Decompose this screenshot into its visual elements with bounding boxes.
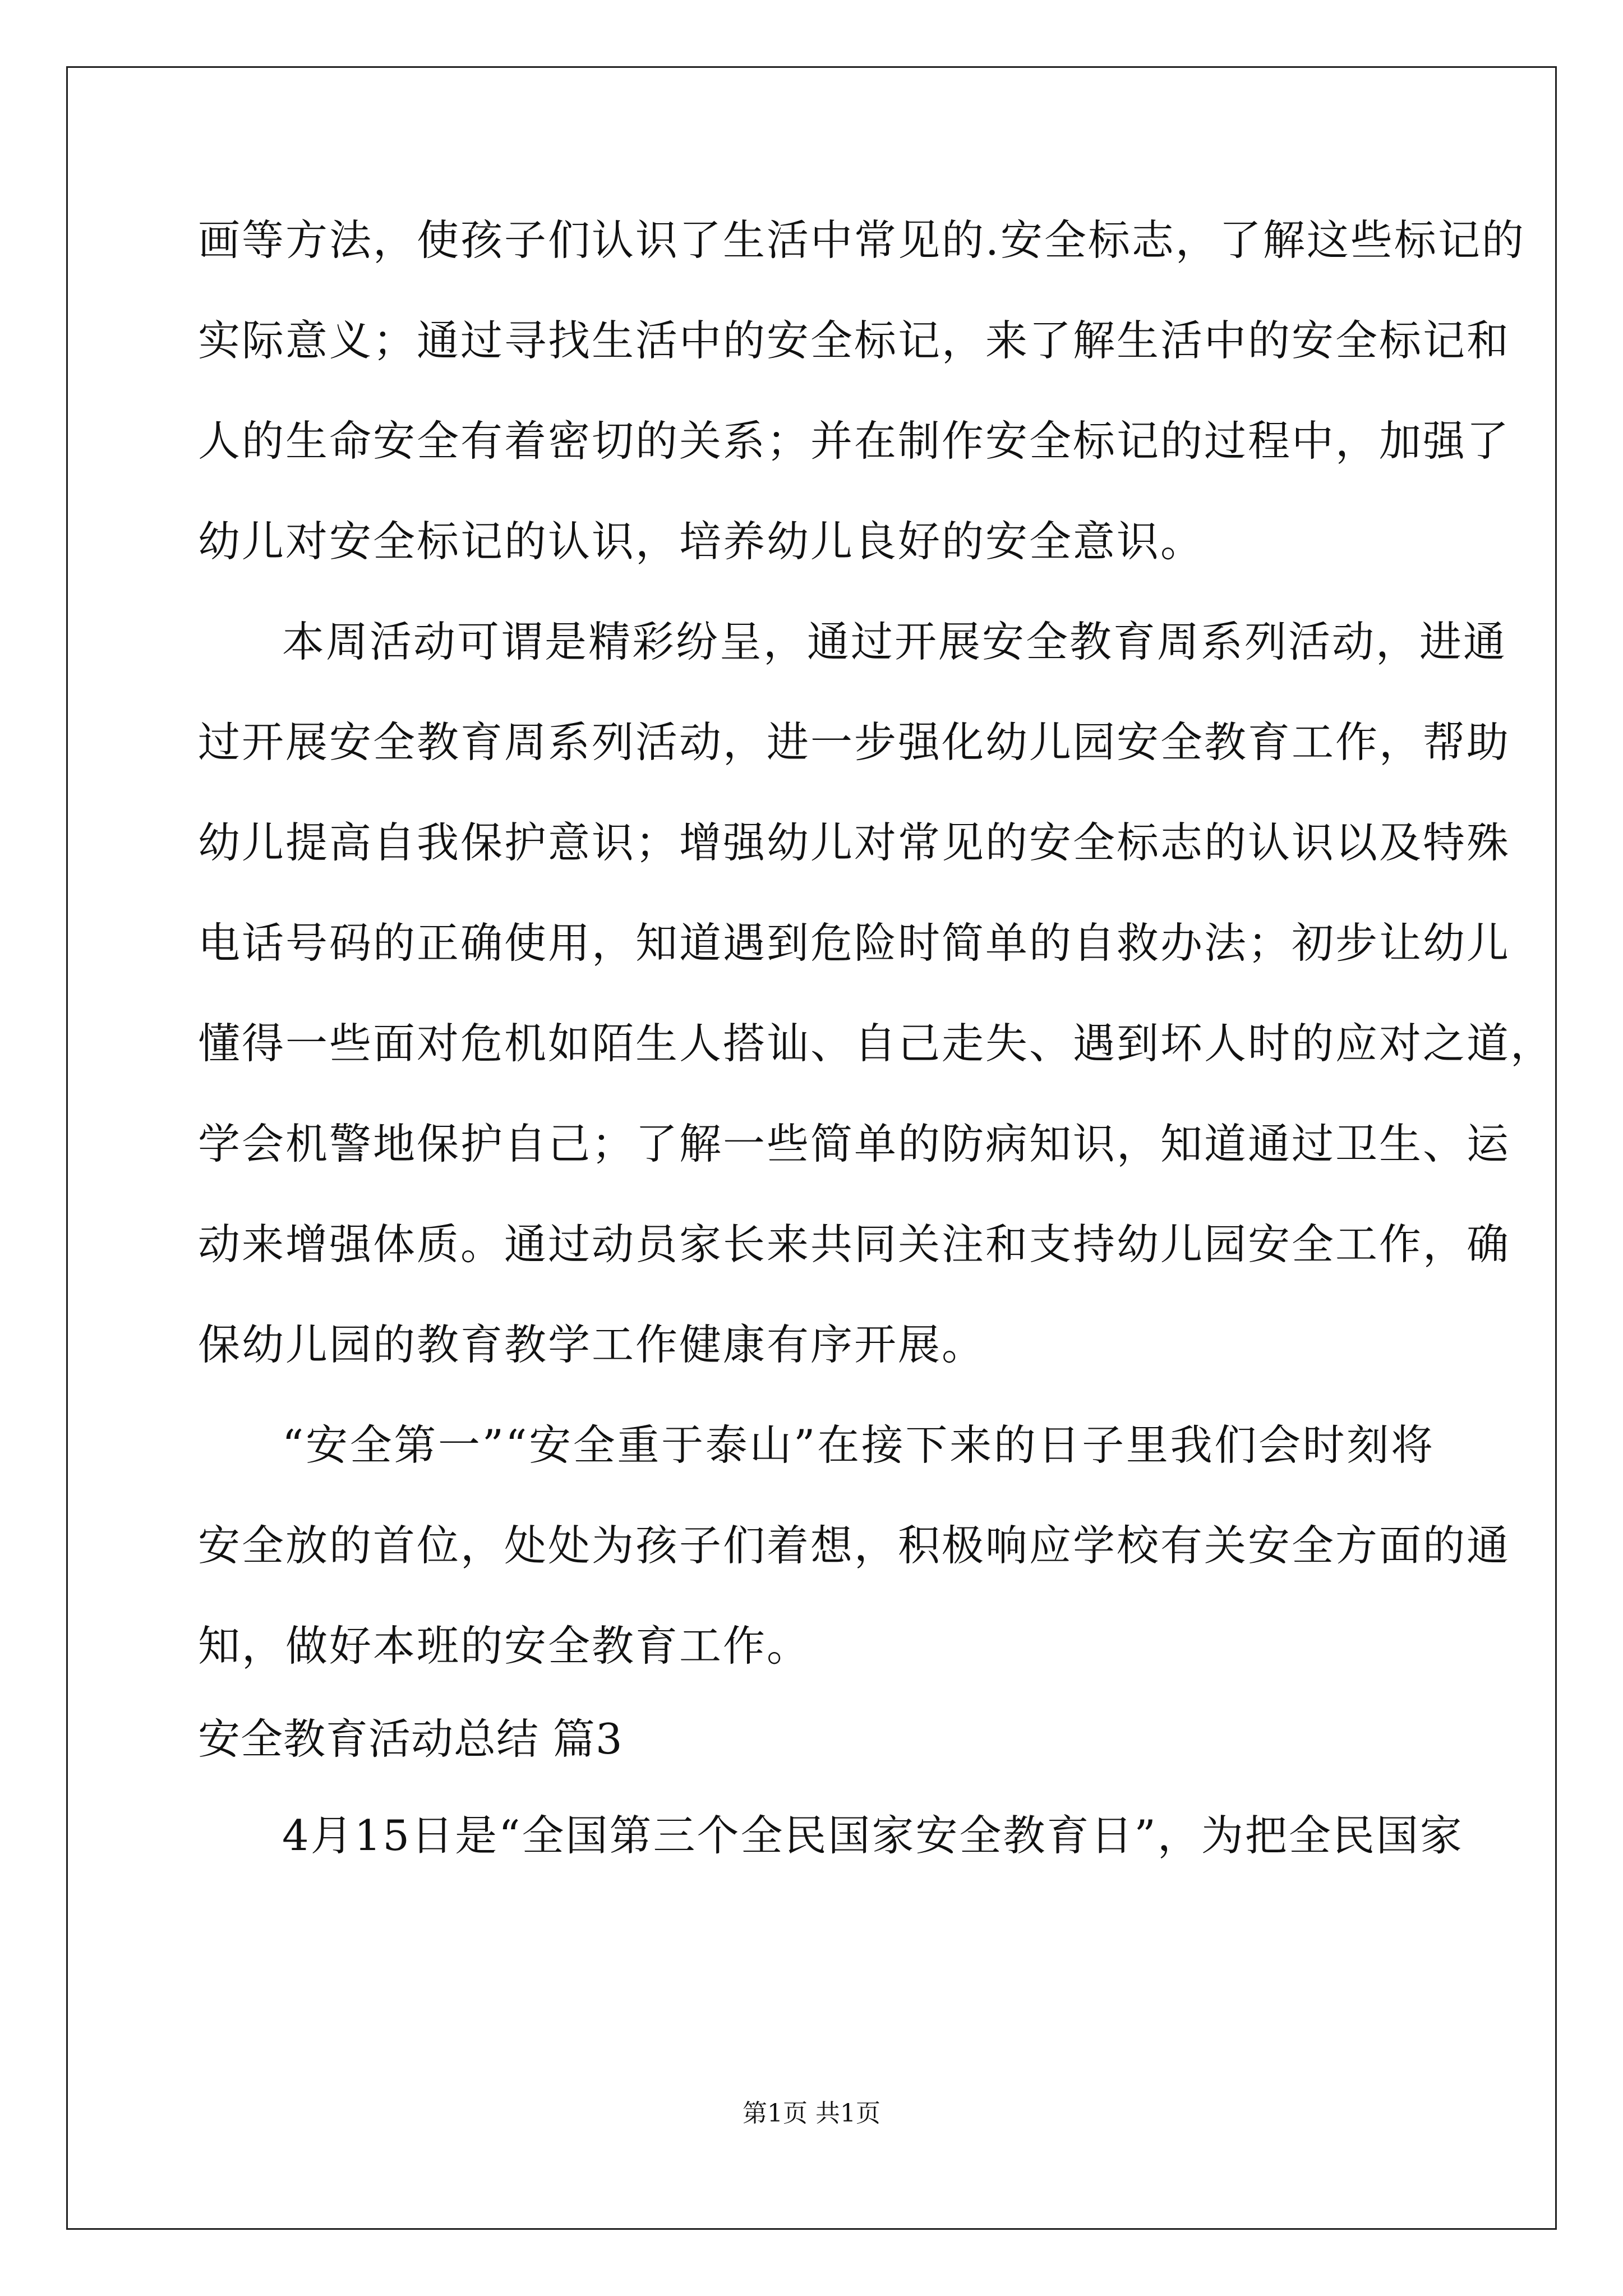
paragraph-2-line-5: 懂得一些面对危机如陌生人搭讪、自己走失、遇到坏人时的应对之道， (198, 1019, 1555, 1068)
paragraph-4-line-1: 4月15日是“全国第三个全民国家安全教育日”，为把全民国家 (282, 1811, 1464, 1860)
paragraph-2-line-4: 电话号码的正确使用，知道遇到危险时简单的自救办法；初步让幼儿 (198, 918, 1511, 968)
paragraph-3-line-2: 安全放的首位，处处为孩子们着想，积极响应学校有关安全方面的通 (198, 1521, 1511, 1570)
paragraph-1-line-2: 实际意义；通过寻找生活中的安全标记，来了解生活中的安全标记和 (198, 316, 1511, 365)
paragraph-2-line-6: 学会机警地保护自己；了解一些简单的防病知识，知道通过卫生、运 (198, 1119, 1511, 1168)
paragraph-3-line-1: “安全第一”“安全重于泰山”在接下来的日子里我们会时刻将 (282, 1420, 1435, 1470)
paragraph-1-line-1: 画等方法，使孩子们认识了生活中常见的.安全标志，了解这些标记的 (198, 215, 1525, 265)
paragraph-3-line-3: 知，做好本班的安全教育工作。 (198, 1621, 811, 1671)
section-heading: 安全教育活动总结 篇3 (198, 1714, 623, 1764)
paragraph-2-line-8: 保幼儿园的教育教学工作健康有序开展。 (198, 1320, 986, 1369)
paragraph-1-line-4: 幼儿对安全标记的认识，培养幼儿良好的安全意识。 (198, 517, 1205, 566)
page-number-footer: 第1页 共1页 (743, 2099, 880, 2128)
paragraph-2-line-1: 本周活动可谓是精彩纷呈，通过开展安全教育周系列活动，进通 (282, 617, 1507, 666)
paragraph-1-line-3: 人的生命安全有着密切的关系；并在制作安全标记的过程中，加强了 (198, 416, 1511, 466)
paragraph-2-line-2: 过开展安全教育周系列活动，进一步强化幼儿园安全教育工作，帮助 (198, 717, 1511, 767)
paragraph-2-line-3: 幼儿提高自我保护意识；增强幼儿对常见的安全标志的认识以及特殊 (198, 818, 1511, 867)
paragraph-2-line-7: 动来增强体质。通过动员家长来共同关注和支持幼儿园安全工作，确 (198, 1220, 1511, 1269)
